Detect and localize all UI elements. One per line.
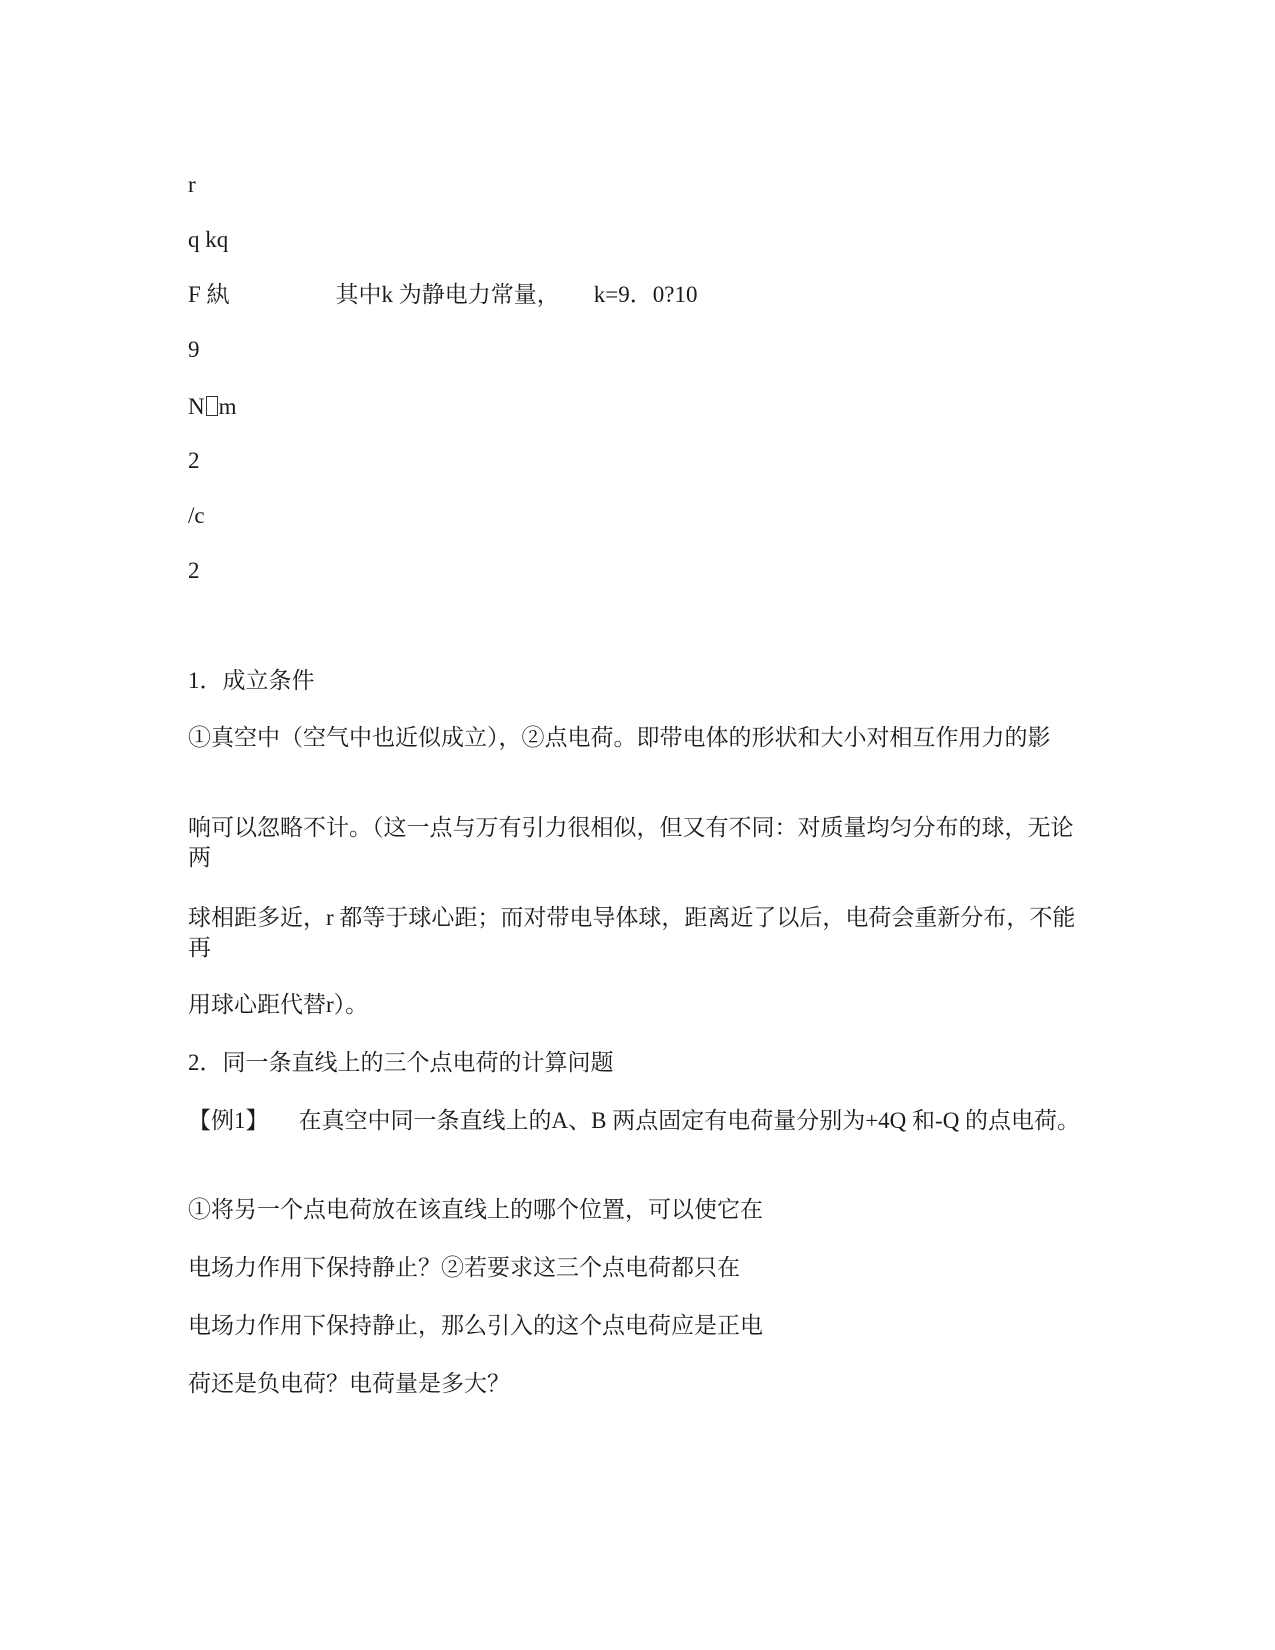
formula-exponent-2b: 2 xyxy=(188,558,200,583)
formula-k-value: k=9．0?10 xyxy=(593,282,698,307)
formula-exponent-2a: 2 xyxy=(188,448,200,473)
example-question-line-4: 荷还是负电荷？电荷量是多大？ xyxy=(188,1371,510,1396)
section1-paragraph-1: ①真空中（空气中也近似成立），②点电荷。即带电体的形状和大小对相互作用力的影 xyxy=(188,725,1051,750)
missing-glyph-box xyxy=(206,396,218,416)
formula-line xyxy=(188,280,697,310)
formula-exponent-9: 9 xyxy=(188,337,200,362)
formula-unit-nm xyxy=(188,392,237,422)
formula-numerator: q kq xyxy=(188,227,229,252)
example-question-line-2: 电场力作用下保持静止？②若要求这三个点电荷都只在 xyxy=(188,1255,740,1280)
example-label: 【例1】 xyxy=(188,1108,269,1133)
example-question-line-1: ①将另一个点电荷放在该直线上的哪个位置，可以使它在 xyxy=(188,1197,763,1222)
section1-heading: 1．成立条件 xyxy=(188,668,315,693)
section1-paragraph-2: 响可以忽略不计。（这一点与万有引力很相似，但又有不同：对质量均匀分布的球，无论两 xyxy=(188,815,1074,870)
section1-paragraph-4: 用球心距代替r）。 xyxy=(188,992,369,1017)
formula-description: 其中k 为静电力常量， xyxy=(335,282,560,307)
formula-r: r xyxy=(188,172,196,197)
example-1 xyxy=(188,1106,1088,1136)
section2-heading: 2．同一条直线上的三个点电荷的计算问题 xyxy=(188,1050,614,1075)
unit-m: m xyxy=(218,394,237,419)
example-text: 在真空中同一条直线上的A、B 两点固定有电荷量分别为+4Q 和-Q 的点电荷。 xyxy=(298,1108,1081,1133)
unit-n: N xyxy=(188,394,205,419)
formula-lhs: F 紈 xyxy=(188,282,230,307)
example-question-line-3: 电场力作用下保持静止，那么引入的这个点电荷应是正电 xyxy=(188,1313,763,1338)
section1-paragraph-3: 球相距多近，r 都等于球心距；而对带电导体球，距离近了以后，电荷会重新分布，不能再 xyxy=(188,905,1076,960)
formula-unit-c: /c xyxy=(188,503,205,528)
